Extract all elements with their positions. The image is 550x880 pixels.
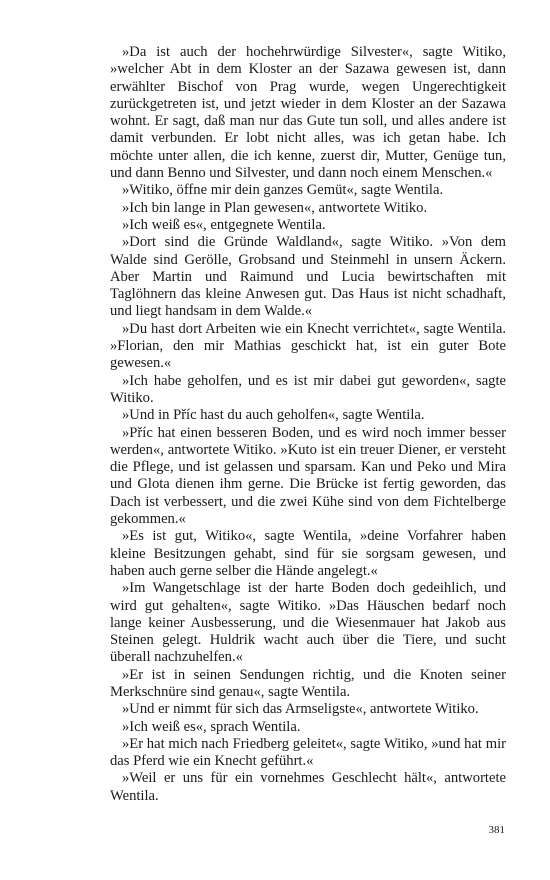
paragraph: »Da ist auch der hochehrwürdige Silvester«, sagte Witiko, »welcher Abt in dem Kloster an der Sazawa gewesen ist, dann erwählter Bischof von Prag wurde, wegen Ungerechtigkeit zurückgetreten ist, und jetzt wieder in dem Kloster an der Sazawa wohnt. Er sagt, daß man nur das Gute tun soll, und alles andere ist damit verbunden. Er lobt nicht alles, was ich getan habe. Ich möchte unter allen, die ich kenne, zuerst dir, Mutter, Genüge tun, und dann Benno und Silvester, und dann noch einem Menschen.« xyxy=(110,44,506,182)
paragraph: »Im Wangetschlage ist der harte Boden doch gedeihlich, und wird gut gehalten«, sagte Witiko. »Das Häuschen bedarf noch lange keiner Ausbesserung, und die Wiesenmauer hat Jakob aus Steinen gelegt. Huldrik wacht auch über die Tiere, und sucht überall nachzuhelfen.« xyxy=(110,580,506,666)
body-text xyxy=(110,44,506,805)
paragraph: »Weil er uns für ein vornehmes Geschlecht hält«, antwortete Wentila. xyxy=(110,770,506,804)
paragraph: »Příc hat einen besseren Boden, und es wird noch immer besser werden«, antwortete Witiko. »Kuto ist ein treuer Diener, er versteht die Pflege, und ist gelassen und sparsam. Kan und Peko und Mira und Glota dienen ihm gerne. Die Brücke ist fertig geworden, das Dach ist verbessert, und die zwei Kühe sind von dem Fichtelberge gekommen.« xyxy=(110,424,506,528)
paragraph: »Er ist in seinen Sendungen richtig, und die Knoten seiner Merkschnüre sind genau«, sagte Wentila. xyxy=(110,666,506,700)
paragraph: »Dort sind die Gründe Waldland«, sagte Witiko. »Von dem Walde sind Gerölle, Grobsand und Steinmehl in unsern Äckern. Aber Martin und Raimund und Lucia bewirtschaften mit Taglöhnern das kleine Anwesen gut. Das Haus ist nicht schadhaft, und liegt handsam in dem Walde.« xyxy=(110,234,506,320)
paragraph: »Ich weiß es«, sprach Wentila. xyxy=(122,718,301,735)
paragraph: »Und in Příc hast du auch geholfen«, sagte Wentila. xyxy=(122,407,425,424)
paragraph: »Ich weiß es«, entgegnete Wentila. xyxy=(122,216,326,233)
paragraph: »Es ist gut, Witiko«, sagte Wentila, »deine Vorfahrer haben kleine Besitzungen gehabt, sind für sie sorgsam gewesen, und haben auch gerne selber die Hände angelegt.« xyxy=(110,528,506,579)
paragraph: »Witiko, öffne mir dein ganzes Gemüt«, sagte Wentila. xyxy=(122,182,444,199)
paragraph: »Er hat mich nach Friedberg geleitet«, sagte Witiko, »und hat mir das Pferd wie ein Knecht geführt.« xyxy=(110,735,506,770)
page-number: 381 xyxy=(488,824,505,836)
paragraph: »Ich habe geholfen, und es ist mir dabei gut geworden«, sagte Witiko. xyxy=(110,372,506,406)
paragraph: »Du hast dort Arbeiten wie ein Knecht verrichtet«, sagte Wentila. »Florian, den mir Mathias geschickt hat, ist ein guter Bote gewesen.« xyxy=(110,320,506,372)
paragraph: »Und er nimmt für sich das Armseligste«, antwortete Witiko. xyxy=(122,701,479,718)
paragraph: »Ich bin lange in Plan gewesen«, antwortete Witiko. xyxy=(122,199,428,216)
